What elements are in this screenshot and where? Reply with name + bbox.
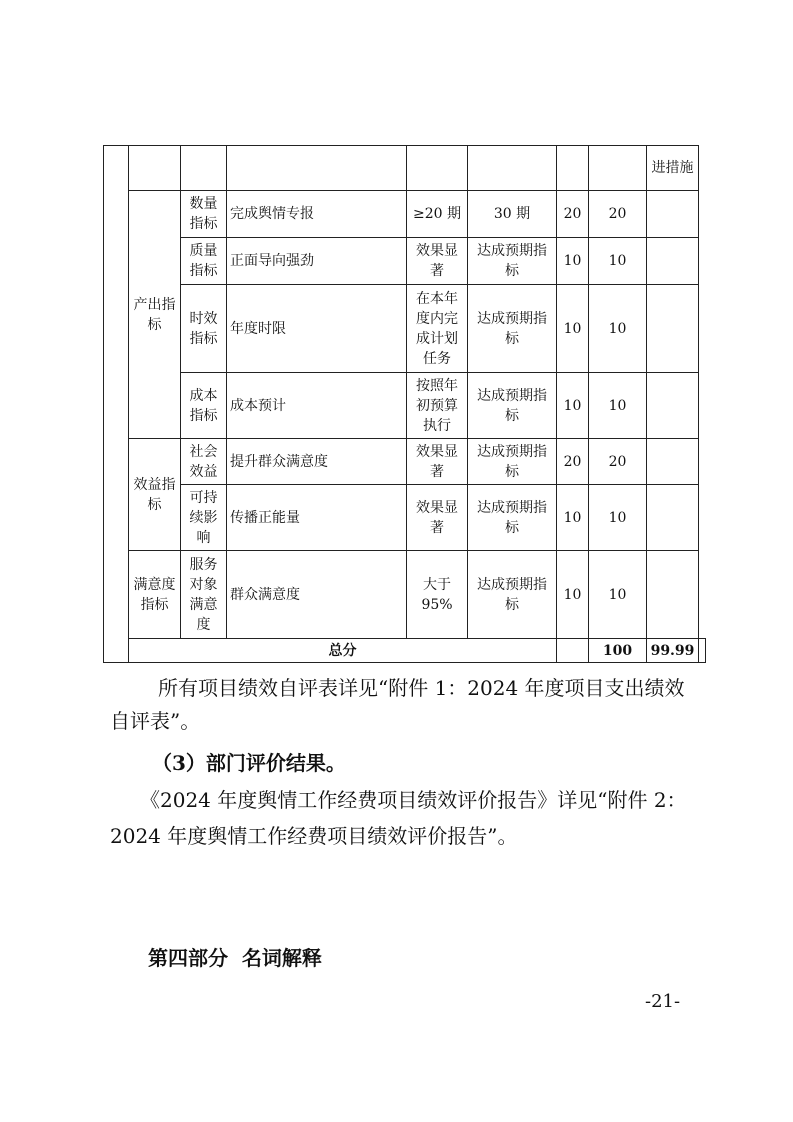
total-label: 总分 bbox=[129, 639, 557, 663]
score: 20 bbox=[589, 191, 647, 238]
sub-indicator: 时效指标 bbox=[181, 285, 227, 373]
paragraph-line: 所有项目绩效自评表详见“附件 1：2024 年度项目支出绩效 bbox=[158, 676, 685, 700]
score: 10 bbox=[589, 285, 647, 373]
paragraph-line: 《2024 年度舆情工作经费项目绩效评价报告》详见“附件 2： bbox=[140, 788, 687, 812]
group-label: 满意度指标 bbox=[129, 551, 181, 639]
note-cell: 进措施 bbox=[647, 146, 699, 191]
sub-indicator: 数量指标 bbox=[181, 191, 227, 238]
total-score: 99.99 bbox=[647, 639, 699, 663]
table-row bbox=[104, 373, 706, 439]
score: 10 bbox=[589, 373, 647, 439]
group-label: 效益指标 bbox=[129, 439, 181, 551]
table-row bbox=[104, 551, 706, 639]
indicator: 成本预计 bbox=[227, 373, 407, 439]
indicator: 提升群众满意度 bbox=[227, 439, 407, 485]
target: 效果显著 bbox=[407, 485, 468, 551]
score: 10 bbox=[589, 551, 647, 639]
target: 在本年度内完成计划任务 bbox=[407, 285, 468, 373]
total-weight: 100 bbox=[589, 639, 647, 663]
total-row bbox=[104, 639, 706, 663]
part-title: 第四部分 名词解释 bbox=[148, 946, 322, 970]
sub-indicator: 社会效益 bbox=[181, 439, 227, 485]
actual: 达成预期指标 bbox=[468, 485, 557, 551]
weight: 20 bbox=[557, 439, 589, 485]
weight: 10 bbox=[557, 373, 589, 439]
outer-cell bbox=[104, 146, 129, 663]
weight: 10 bbox=[557, 551, 589, 639]
score: 10 bbox=[589, 485, 647, 551]
actual: 达成预期指标 bbox=[468, 373, 557, 439]
paragraph-line: 2024 年度舆情工作经费项目绩效评价报告”。 bbox=[110, 824, 518, 848]
group-label: 产出指标 bbox=[129, 191, 181, 439]
section-heading: （3）部门评价结果。 bbox=[152, 751, 346, 775]
target: 效果显著 bbox=[407, 439, 468, 485]
performance-table bbox=[103, 145, 706, 663]
sub-indicator: 可持续影响 bbox=[181, 485, 227, 551]
table-row bbox=[104, 285, 706, 373]
score: 10 bbox=[589, 238, 647, 285]
target: 按照年初预算执行 bbox=[407, 373, 468, 439]
weight: 20 bbox=[557, 191, 589, 238]
target: ≥20 期 bbox=[407, 191, 468, 238]
actual: 达成预期指标 bbox=[468, 551, 557, 639]
indicator: 正面导向强劲 bbox=[227, 238, 407, 285]
sub-indicator: 服务对象满意度 bbox=[181, 551, 227, 639]
indicator: 群众满意度 bbox=[227, 551, 407, 639]
table-row bbox=[104, 439, 706, 485]
table-row bbox=[104, 146, 706, 191]
table-row bbox=[104, 191, 706, 238]
page-number: -21- bbox=[645, 991, 681, 1012]
indicator: 年度时限 bbox=[227, 285, 407, 373]
sub-indicator: 质量指标 bbox=[181, 238, 227, 285]
target: 大于95% bbox=[407, 551, 468, 639]
target: 效果显著 bbox=[407, 238, 468, 285]
indicator: 完成舆情专报 bbox=[227, 191, 407, 238]
actual: 达成预期指标 bbox=[468, 439, 557, 485]
actual: 达成预期指标 bbox=[468, 238, 557, 285]
indicator: 传播正能量 bbox=[227, 485, 407, 551]
sub-indicator: 成本指标 bbox=[181, 373, 227, 439]
weight: 10 bbox=[557, 485, 589, 551]
score: 20 bbox=[589, 439, 647, 485]
table-row bbox=[104, 485, 706, 551]
actual: 30 期 bbox=[468, 191, 557, 238]
weight: 10 bbox=[557, 285, 589, 373]
actual: 达成预期指标 bbox=[468, 285, 557, 373]
paragraph-line: 自评表”。 bbox=[110, 709, 201, 733]
weight: 10 bbox=[557, 238, 589, 285]
table-row bbox=[104, 238, 706, 285]
